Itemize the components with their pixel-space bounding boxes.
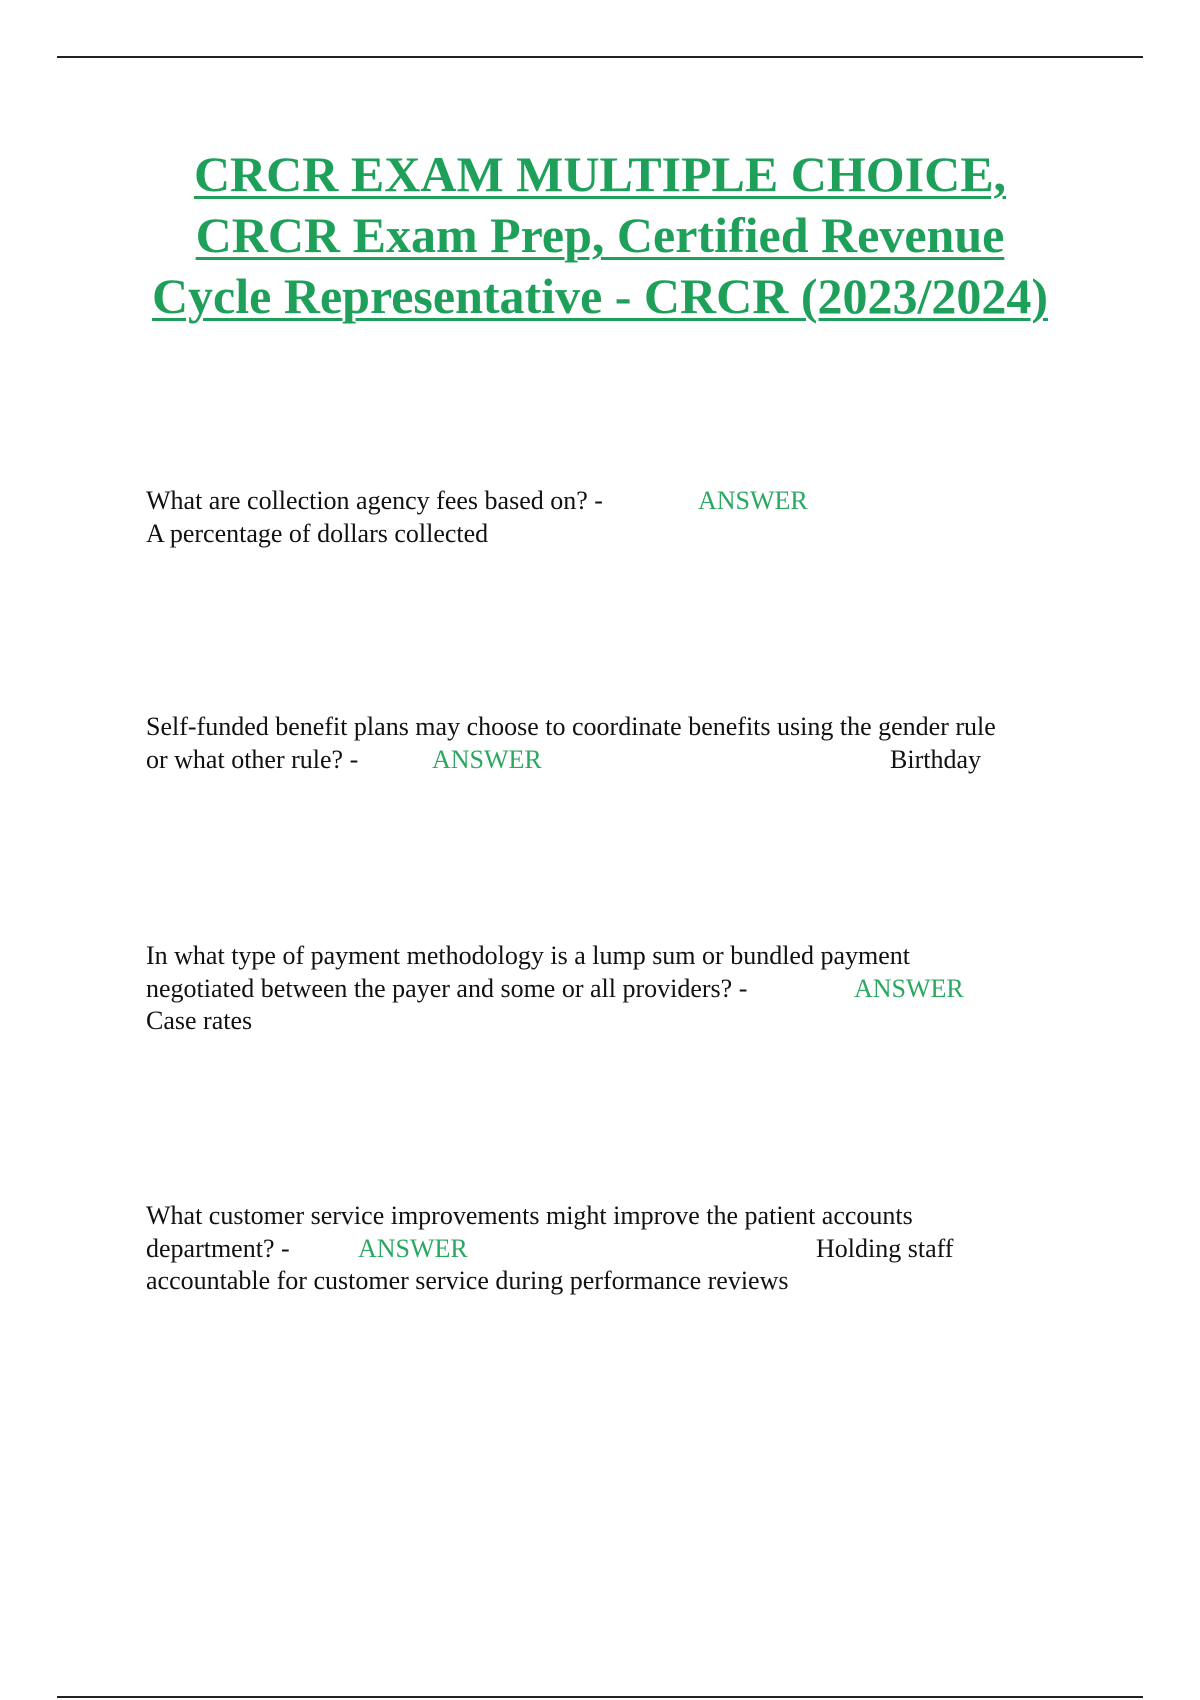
title-line-1: CRCR EXAM MULTIPLE CHOICE, bbox=[193, 146, 1007, 202]
bottom-rule bbox=[57, 1696, 1143, 1698]
question-text: Self-funded benefit plans may choose to coordinate benefits using the gender rule bbox=[146, 712, 996, 741]
question-text: What customer service improvements might improve the patient accounts bbox=[146, 1201, 913, 1230]
answer-text: accountable for customer service during performance reviews bbox=[146, 1266, 789, 1295]
answer-label: ANSWER bbox=[432, 744, 542, 774]
document-title bbox=[100, 144, 1100, 327]
question-text: In what type of payment methodology is a lump sum or bundled payment bbox=[146, 941, 910, 970]
question-text: What are collection agency fees based on? - bbox=[146, 486, 603, 515]
question-text: department? - bbox=[146, 1233, 290, 1263]
qa-item-3 bbox=[146, 940, 964, 1038]
answer-label: ANSWER bbox=[358, 1233, 468, 1263]
question-text: negotiated between the payer and some or all providers? - bbox=[146, 973, 748, 1003]
qa-item-2 bbox=[146, 711, 996, 776]
answer-text: Birthday bbox=[890, 744, 981, 774]
question-text: or what other rule? - bbox=[146, 744, 359, 774]
answer-text: Case rates bbox=[146, 1006, 253, 1035]
qa-item-4 bbox=[146, 1200, 954, 1298]
top-rule bbox=[57, 56, 1143, 58]
answer-label: ANSWER bbox=[698, 486, 808, 515]
title-line-3: Cycle Representative - CRCR (2023/2024) bbox=[151, 268, 1049, 324]
answer-label: ANSWER bbox=[854, 973, 964, 1003]
title-line-2: CRCR Exam Prep, Certified Revenue bbox=[195, 207, 1005, 263]
qa-item-1 bbox=[146, 485, 808, 550]
answer-text: A percentage of dollars collected bbox=[146, 518, 489, 548]
answer-text: Holding staff bbox=[816, 1233, 954, 1263]
